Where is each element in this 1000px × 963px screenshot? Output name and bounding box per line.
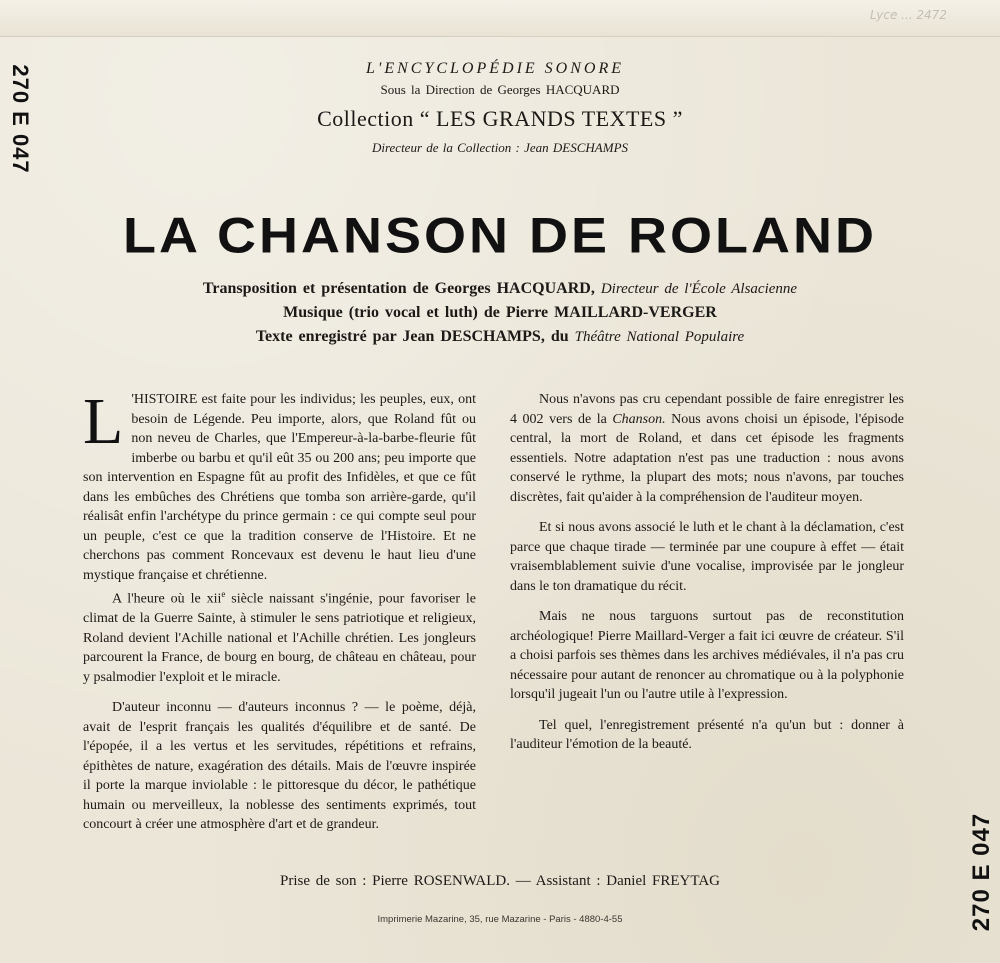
credit-transposition bbox=[0, 277, 1000, 301]
paragraph-5: Et si nous avons associé le luth et le chant à la déclamation, c'est parce que chaque tirade — terminée par une coupure à effet — était vraisemblablement suivie d'une vocalise, improvisée par le jongleur dans le ton dramatique du récit. bbox=[510, 520, 904, 594]
paragraph-2 bbox=[83, 585, 476, 687]
paragraph-6: Mais ne nous targuons surtout pas de reconstitution archéologique! Pierre Maillard-Verger a fait ici œuvre de créateur. S'il a choisi parfois ses thèmes dans les archives médiévales, il n'a pas cru nécessaire pour autant de renoncer au chromatique ou à la polyphonie lorsqu'il jugeait l'un ou l'autre utile à l'expression. bbox=[510, 609, 904, 702]
century-suffix: e bbox=[221, 589, 226, 599]
header bbox=[0, 60, 1000, 156]
credits bbox=[0, 277, 1000, 349]
paragraph-2-text-a: A l'heure où le xii bbox=[112, 591, 222, 607]
paragraph-1 bbox=[83, 385, 476, 585]
sleeve-top-fold bbox=[0, 0, 1000, 37]
credit-music bbox=[0, 301, 1000, 325]
paragraph-2-text-b: siècle naissant s'ingénie, pour favoriser le climat de la Guerre Sainte, à stimuler le sens patriotique et religieux, Roland devient l'Achille national et l'Achille chrétien. Les jongleurs parcourent la France, de bourg en bourg, de château en château, pour y psalmodier l'exploit et le miracle. bbox=[83, 591, 476, 685]
text-column-right bbox=[510, 390, 904, 766]
paragraph-4-text-a: Nous n'avons pas cru cependant possible de faire enregistrer les 4 002 vers de la bbox=[510, 392, 904, 427]
paragraph-7: Tel quel, l'enregistrement présenté n'a qu'un but : donner à l'auditeur l'émotion de la beauté. bbox=[510, 717, 904, 752]
sound-credit: Prise de son : Pierre ROSENWALD. — Assistant : Daniel FREYTAG bbox=[279, 873, 721, 889]
paragraph-4 bbox=[510, 390, 904, 507]
catalog-number-left: 270 E 047 bbox=[8, 64, 33, 174]
paragraph-3: D'auteur inconnu — d'auteurs inconnus ? — le poème, déjà, avait de l'esprit français les qualités d'équilibre et de santé. De l'épopée, il a les vertus et les servitudes, répétitions et refrains, épithètes de nature, exagération des détails. Mais de l'œuvre inspirée il porte la marque inviolable : le pittoresque du décor, le pathétique humain ou merveilleux, la noblesse des sentiments exprimés, tout concourt à créer une atmosphère d'art et de grandeur. bbox=[83, 700, 476, 833]
pencil-annotation: Lyce ... 2472 bbox=[870, 8, 947, 22]
catalog-number-right: 270 E 047 bbox=[968, 812, 995, 932]
credit-recording bbox=[0, 325, 1000, 349]
text-column-left bbox=[83, 385, 476, 846]
drop-cap: L bbox=[83, 385, 124, 458]
credit-transposition-text: Transposition et présentation de Georges HACQUARD, bbox=[202, 280, 595, 297]
credit-transposition-role: Directeur de l'École Alsacienne bbox=[600, 281, 798, 297]
paragraph-1-text: 'HISTOIRE est faite pour les individus; les peuples, eux, ont besoin de Légende. Peu importe, alors, que Roland fût ou non neveu de Charles, que l'Empereur-à-la-barbe-fleurie fût imberbe ou barbu et qu'il eût 35 ou 200 ans; peu importe que son intervention en Espagne fût au profit des Infidèles, et que ce fût dans les embûches des Chrétiens que tomba son arrière-garde, qu'il réalisât enfin l'archétype du prince germain : ce qui compte seul pour un peuple, c'est ce que la tradition conserve de l'Histoire. Et ne cherchons pas comment Roncevaux est devenu le haut lieu d'une mystique française et chrétienne. bbox=[83, 392, 476, 583]
collection-name: Collection “ LES GRANDS TEXTES ” bbox=[317, 106, 683, 131]
page-title: LA CHANSON DE ROLAND bbox=[123, 208, 877, 264]
credit-recording-theatre: Théâtre National Populaire bbox=[574, 329, 745, 345]
series-direction: Sous la Direction de Georges HACQUARD bbox=[380, 82, 620, 97]
printer-imprint: Imprimerie Mazarine, 35, rue Mazarine - Paris - 4880-4-55 bbox=[377, 914, 623, 925]
credit-music-text: Musique (trio vocal et luth) de Pierre MAILLARD-VERGER bbox=[283, 304, 717, 321]
paragraph-4-text-b: Nous avons choisi un épisode, l'épisode central, la mort de Roland, et dans cet épisode les fragments essentiels. Notre adaptation n'est pas une traduction : nous avons conservé le rythme, la plupart des mots; nous n'avons, par touches discrètes, fait qu'aider à la compréhension de l'auditeur moyen. bbox=[510, 411, 904, 505]
collection-director: Directeur de la Collection : Jean DESCHAMPS bbox=[371, 140, 629, 155]
series-name: L'ENCYCLOPÉDIE SONORE bbox=[366, 60, 624, 77]
credit-recording-text: Texte enregistré par Jean DESCHAMPS, du bbox=[255, 328, 569, 345]
paragraph-4-emphasis: Chanson. bbox=[612, 411, 666, 427]
